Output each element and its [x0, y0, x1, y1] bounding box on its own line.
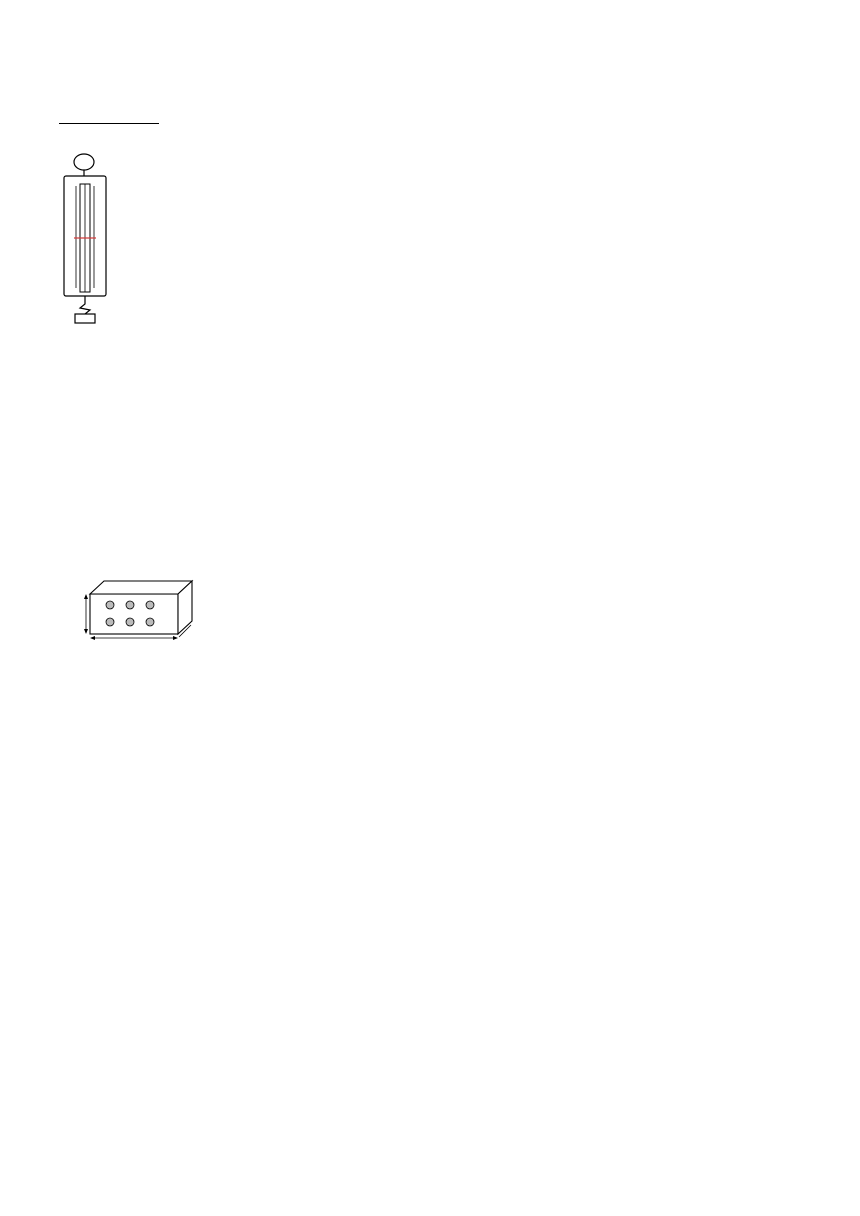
brick-figure	[58, 578, 208, 650]
question-5-text	[59, 109, 159, 129]
answer-blank-reading[interactable]	[109, 109, 159, 124]
answer-blank-range[interactable]	[59, 109, 109, 124]
spring-scale-figure	[58, 152, 118, 328]
